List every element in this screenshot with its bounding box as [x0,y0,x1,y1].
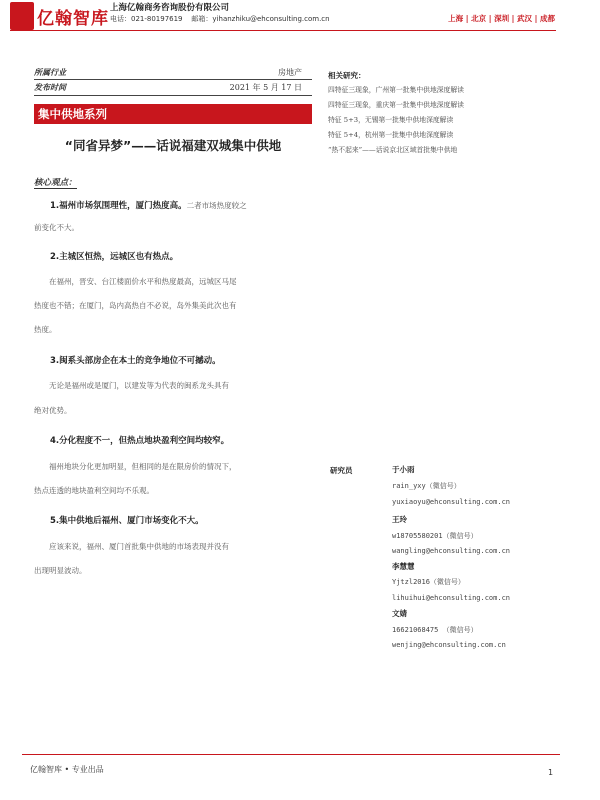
company-name: 上海亿翰商务咨询股份有限公司 [110,3,230,13]
industry-label: 所属行业 [34,67,66,77]
point-heading: 1.福州市场氛围理性，厦门热度高。 [50,201,187,211]
footer-text: 亿翰智库 • 专业出品 [30,765,104,774]
researcher-name: 文婧 [392,609,407,618]
point-text: 绝对优势。 [34,406,72,415]
point-1 [50,199,312,211]
point-text: 无论是福州或是厦门，以建发等为代表的闽系龙头具有 [49,381,229,390]
related-link[interactable]: 四特征三现象，重庆第一批集中供地深度解读 [328,101,464,109]
email: 邮箱：yihanzhiku@ehconsulting.com.cn [191,15,330,23]
point-3-heading: 3.闽系头部房企在本土的竞争地位不可撼动。 [50,356,221,366]
researcher-name: 于小雨 [392,465,415,474]
date-row [34,81,312,94]
meta-divider [34,95,312,96]
point-text: 热度。 [34,325,57,334]
researcher-wechat: rain_yxy（微信号） [392,482,461,490]
researcher-label: 研究员 [330,466,353,475]
industry-row [34,66,312,79]
researcher-wechat: w18705580201（微信号） [392,532,478,540]
related-label: 相关研究： [328,71,366,80]
related-link[interactable]: 四特征三现象，广州第一批集中供地深度解读 [328,86,464,94]
logo-mark [10,2,34,30]
point-text: 应该来说，福州、厦门首批集中供地的市场表现并没有 [49,542,229,551]
core-label: 核心观点： [34,178,77,188]
point-5-heading: 5.集中供地后福州、厦门市场变化不大。 [50,516,204,526]
point-4-heading: 4.分化程度不一，但热点地块盈利空间均较窄。 [50,436,230,446]
series-banner: 集中供地系列 [34,104,312,124]
logo-text: 亿翰智库 [37,9,109,29]
document-title: “同省异梦”——话说福建双城集中供地 [64,138,282,153]
researcher-email[interactable]: wangling@ehconsulting.com.cn [392,547,511,555]
footer-divider [22,754,560,755]
researcher-name: 王玲 [392,515,407,524]
related-link[interactable]: 特征 5+3，无锡第一批集中供地深度解读 [328,116,454,124]
point-text: 福州地块分化更加明显，但相同的是在限房价的情况下， [49,462,237,471]
header-divider [10,30,556,31]
meta-divider [34,79,312,80]
related-link[interactable]: “热不起来”——话说京北区域首批集中供地 [328,146,458,154]
researcher-email[interactable]: lihuihui@ehconsulting.com.cn [392,594,511,602]
point-text: 在福州，晋安、台江楼面价水平和热度最高，远城区马尾 [49,277,237,286]
point-text: 前变化不大。 [34,223,79,232]
point-text: 热点连透的地块盈利空间均不乐观。 [34,486,154,495]
related-link[interactable]: 特征 5+4，杭州第一批集中供地深度解读 [328,131,454,139]
point-text: 二者市场热度较之 [186,201,247,210]
cities: 上海 | 北京 | 深圳 | 武汉 | 成都 [448,14,555,23]
researcher-name: 李慧慧 [392,562,415,571]
phone: 电话：021-80197619 [110,15,183,23]
point-2-heading: 2.主城区恒热，远城区也有热点。 [50,252,179,262]
page-number: 1 [548,768,554,777]
researcher-wechat: Yjtzl2016（微信号） [392,578,465,586]
date-value: 2021 年 5 月 17 日 [229,83,302,92]
point-text: 出现明显波动。 [34,566,87,575]
researcher-email[interactable]: yuxiaoyu@ehconsulting.com.cn [392,498,511,506]
point-text: 热度也不错；在厦门，岛内高热自不必说，岛外集美此次也有 [34,301,237,310]
researcher-wechat: 16621068475 （微信号） [392,626,478,634]
date-label: 发布时间 [34,82,66,92]
contact-info [110,14,330,24]
researcher-email[interactable]: wenjing@ehconsulting.com.cn [392,641,506,649]
industry-value: 房地产 [278,68,302,77]
